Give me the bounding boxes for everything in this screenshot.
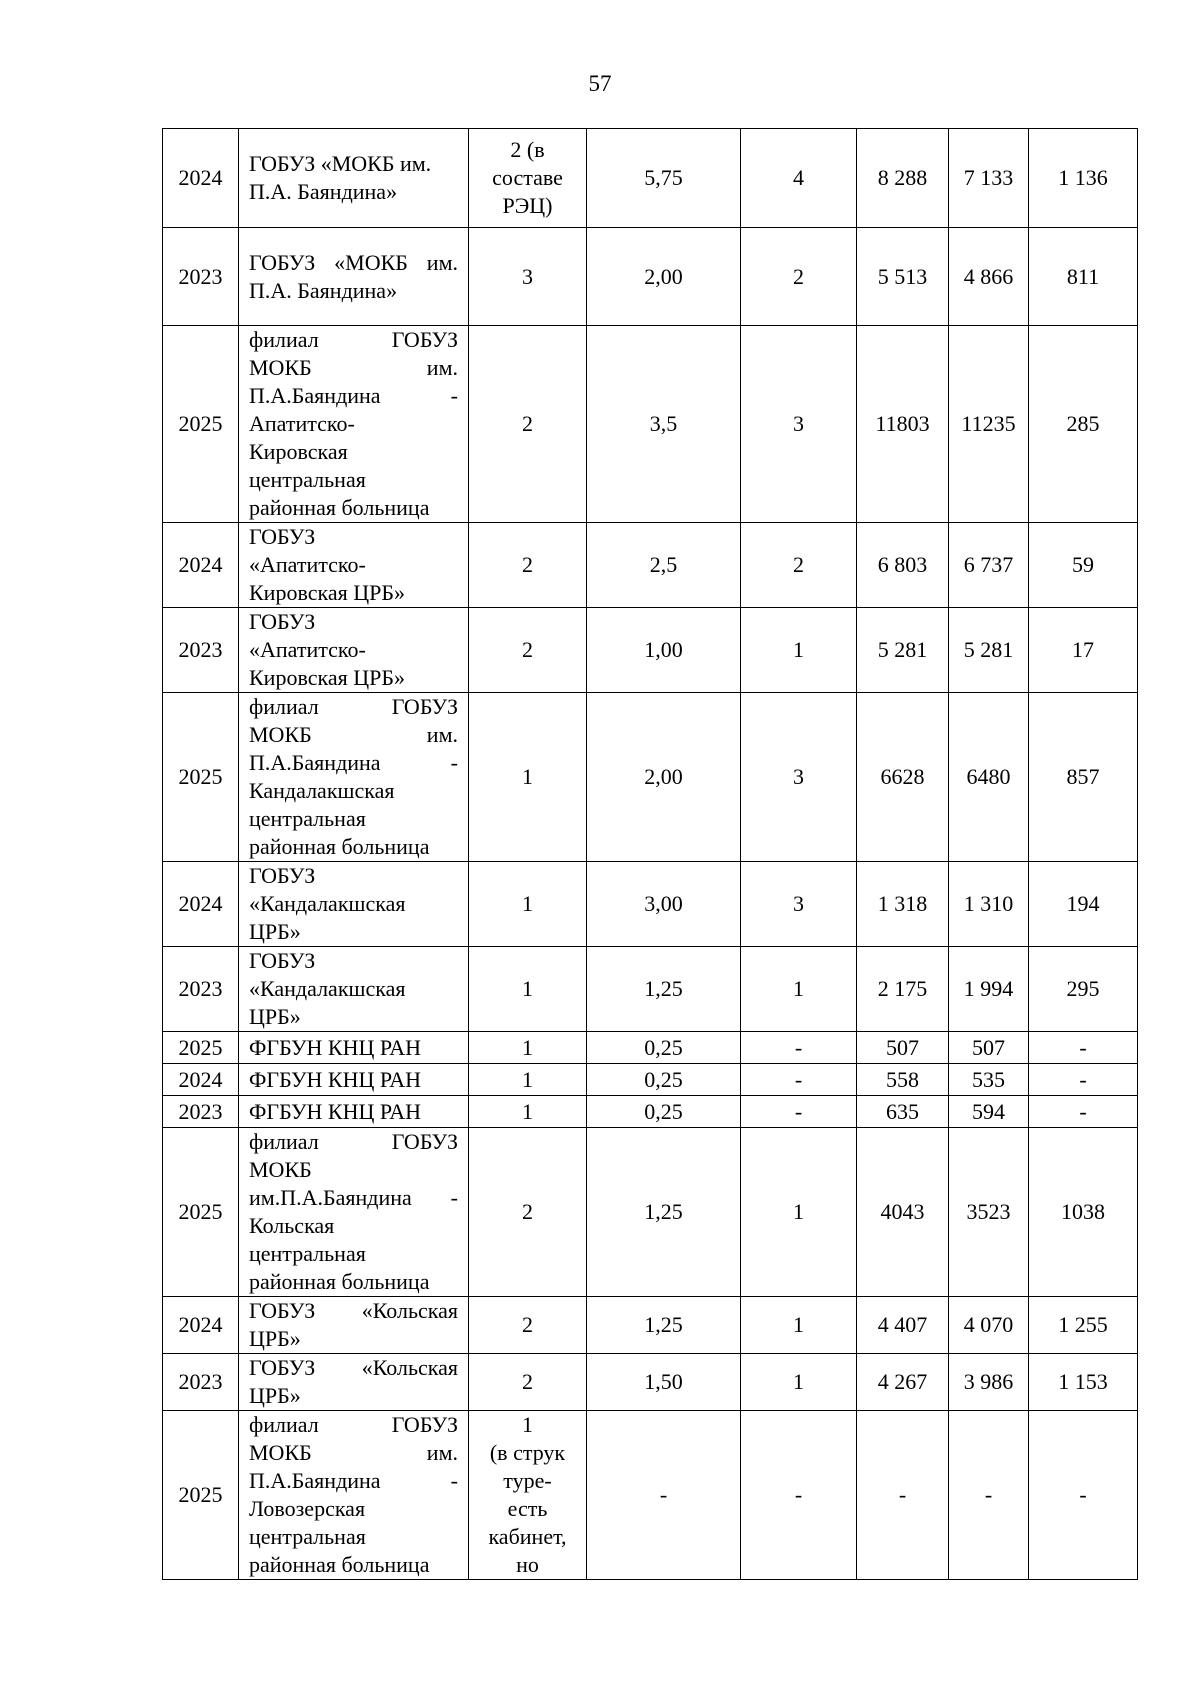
- organization-line: ГОБУЗ: [249, 609, 316, 634]
- cell-rate: 3,5: [587, 326, 741, 523]
- cell-col7: 1038: [1029, 1128, 1138, 1297]
- organization-line: центральная: [249, 1524, 366, 1549]
- cell-count: [469, 326, 587, 523]
- table-row: [163, 129, 1138, 228]
- cell-col7: 811: [1029, 228, 1138, 326]
- cell-col7: -: [1029, 1064, 1138, 1096]
- cell-col5: 6 803: [857, 523, 949, 608]
- organization-line: ГОБУЗ: [249, 863, 316, 888]
- cell-count: [469, 129, 587, 228]
- cell-year: 2023: [163, 228, 239, 326]
- cell-col6: 1 310: [949, 862, 1029, 947]
- organization-line: филиал ГОБУЗ: [249, 327, 458, 352]
- organization-line: П.А. Баяндина»: [249, 277, 398, 303]
- cell-organization: [239, 1096, 469, 1128]
- cell-col4: 2: [741, 523, 857, 608]
- organization-line: Кировская: [249, 439, 348, 464]
- cell-year: 2024: [163, 523, 239, 608]
- cell-year: 2023: [163, 1096, 239, 1128]
- count-line: 2: [522, 1312, 533, 1337]
- cell-count: [469, 947, 587, 1032]
- cell-col7: 17: [1029, 608, 1138, 693]
- cell-col4: -: [741, 1064, 857, 1096]
- count-line: туре-: [503, 1468, 552, 1493]
- cell-rate: 2,00: [587, 228, 741, 326]
- cell-col5: 558: [857, 1064, 949, 1096]
- page-number: 57: [588, 71, 612, 96]
- organization-line: ЦРБ»: [249, 1326, 301, 1351]
- cell-col6: 594: [949, 1096, 1029, 1128]
- organization-line: «Кандалакшская: [249, 976, 406, 1001]
- cell-col5: 5 513: [857, 228, 949, 326]
- count-line: 2: [522, 637, 533, 662]
- cell-rate: 1,00: [587, 608, 741, 693]
- table-body: [163, 129, 1138, 1580]
- count-line: (в струк: [489, 1440, 566, 1465]
- cell-year: 2024: [163, 1064, 239, 1096]
- count-line: 1: [522, 764, 533, 789]
- cell-organization: [239, 947, 469, 1032]
- cell-count: [469, 228, 587, 326]
- count-line: 1: [522, 1098, 533, 1124]
- organization-line: центральная: [249, 467, 366, 492]
- cell-count: [469, 1354, 587, 1411]
- organization-line: ГОБУЗ «МОКБ им.: [249, 249, 458, 275]
- organization-line: «Кандалакшская: [249, 891, 406, 916]
- table-row: [163, 862, 1138, 947]
- cell-year: 2024: [163, 129, 239, 228]
- table-row: [163, 1032, 1138, 1064]
- cell-col4: -: [741, 1032, 857, 1064]
- cell-col6: 6480: [949, 693, 1029, 862]
- cell-col7: 295: [1029, 947, 1138, 1032]
- cell-year: 2025: [163, 326, 239, 523]
- cell-organization: [239, 1297, 469, 1354]
- organization-line: ЦРБ»: [249, 919, 301, 944]
- cell-col7: 1 136: [1029, 129, 1138, 228]
- count-line: 3: [522, 263, 533, 289]
- count-line: кабинет,: [488, 1524, 567, 1549]
- cell-count: [469, 1128, 587, 1297]
- cell-col5: 2 175: [857, 947, 949, 1032]
- organization-line: центральная: [249, 1241, 366, 1266]
- cell-col4: 1: [741, 1354, 857, 1411]
- cell-year: 2024: [163, 1297, 239, 1354]
- organization-line: МОКБ: [249, 1157, 312, 1182]
- cell-rate: -: [587, 1411, 741, 1580]
- count-line: 2: [522, 1199, 533, 1224]
- organization-line: ГОБУЗ: [249, 948, 316, 973]
- cell-col7: 1 153: [1029, 1354, 1138, 1411]
- organization-line: Ловозерская: [249, 1496, 366, 1521]
- cell-col4: 1: [741, 608, 857, 693]
- cell-organization: [239, 1354, 469, 1411]
- table-row: [163, 1096, 1138, 1128]
- cell-organization: [239, 1064, 469, 1096]
- cell-col6: 5 281: [949, 608, 1029, 693]
- cell-count: [469, 523, 587, 608]
- organization-line: ГОБУЗ «МОКБ им.: [249, 151, 432, 176]
- cell-col4: -: [741, 1096, 857, 1128]
- cell-year: 2025: [163, 1032, 239, 1064]
- cell-rate: 1,25: [587, 1128, 741, 1297]
- organization-line: ФГБУН КНЦ РАН: [249, 1098, 422, 1124]
- count-line: 1: [522, 1066, 533, 1092]
- organization-line: Апатитско-: [249, 411, 355, 436]
- cell-col4: 1: [741, 947, 857, 1032]
- cell-col7: 285: [1029, 326, 1138, 523]
- cell-col5: 6628: [857, 693, 949, 862]
- cell-col5: 635: [857, 1096, 949, 1128]
- cell-year: 2024: [163, 862, 239, 947]
- cell-count: [469, 608, 587, 693]
- cell-year: 2023: [163, 608, 239, 693]
- cell-organization: [239, 862, 469, 947]
- table-row: [163, 693, 1138, 862]
- cell-col7: 857: [1029, 693, 1138, 862]
- cell-rate: 5,75: [587, 129, 741, 228]
- cell-col5: 4 407: [857, 1297, 949, 1354]
- count-line: РЭЦ): [502, 193, 553, 218]
- cell-col4: 3: [741, 326, 857, 523]
- count-line: 2: [522, 552, 533, 577]
- table-row: [163, 1064, 1138, 1096]
- count-line: 1: [522, 891, 533, 916]
- count-line: 2 (в: [510, 137, 545, 162]
- cell-rate: 1,25: [587, 947, 741, 1032]
- cell-col5: 1 318: [857, 862, 949, 947]
- cell-col6: 507: [949, 1032, 1029, 1064]
- cell-count: [469, 1297, 587, 1354]
- table-row: [163, 1354, 1138, 1411]
- organization-line: ЦРБ»: [249, 1004, 301, 1029]
- cell-col7: -: [1029, 1032, 1138, 1064]
- cell-col6: 4 070: [949, 1297, 1029, 1354]
- organization-line: филиал ГОБУЗ: [249, 1412, 458, 1437]
- organization-line: ФГБУН КНЦ РАН: [249, 1034, 422, 1060]
- cell-count: [469, 1064, 587, 1096]
- organization-line: районная больница: [249, 1269, 430, 1294]
- table-row: [163, 326, 1138, 523]
- cell-year: 2025: [163, 1128, 239, 1297]
- organization-line: районная больница: [249, 495, 430, 520]
- cell-organization: [239, 523, 469, 608]
- cell-col5: -: [857, 1411, 949, 1580]
- organization-line: ГОБУЗ «Кольская: [249, 1298, 458, 1323]
- count-line: 2: [522, 1369, 533, 1394]
- cell-col4: 1: [741, 1297, 857, 1354]
- data-table: [162, 128, 1138, 1580]
- organization-line: «Апатитско-: [249, 552, 366, 577]
- cell-organization: [239, 1032, 469, 1064]
- cell-organization: [239, 326, 469, 523]
- cell-col5: 4 267: [857, 1354, 949, 1411]
- organization-line: Кольская: [249, 1213, 335, 1238]
- cell-col5: 8 288: [857, 129, 949, 228]
- cell-count: [469, 1096, 587, 1128]
- cell-organization: [239, 129, 469, 228]
- organization-line: МОКБ им.: [249, 722, 458, 747]
- table-row: [163, 1411, 1138, 1580]
- cell-organization: [239, 693, 469, 862]
- table-row: [163, 228, 1138, 326]
- table-row: [163, 947, 1138, 1032]
- cell-col6: 11235: [949, 326, 1029, 523]
- cell-col6: 6 737: [949, 523, 1029, 608]
- table-row: [163, 523, 1138, 608]
- organization-line: П.А. Баяндина»: [249, 179, 398, 204]
- cell-col4: -: [741, 1411, 857, 1580]
- cell-rate: 2,5: [587, 523, 741, 608]
- count-line: 2: [522, 411, 533, 436]
- cell-col7: 59: [1029, 523, 1138, 608]
- cell-count: [469, 1411, 587, 1580]
- cell-count: [469, 1032, 587, 1064]
- cell-rate: 0,25: [587, 1064, 741, 1096]
- organization-line: ФГБУН КНЦ РАН: [249, 1066, 422, 1092]
- cell-col6: -: [949, 1411, 1029, 1580]
- cell-rate: 1,25: [587, 1297, 741, 1354]
- organization-line: П.А.Баяндина -: [249, 1468, 458, 1493]
- organization-line: ЦРБ»: [249, 1383, 301, 1408]
- cell-rate: 0,25: [587, 1032, 741, 1064]
- cell-organization: [239, 1411, 469, 1580]
- cell-col5: 5 281: [857, 608, 949, 693]
- table-row: [163, 608, 1138, 693]
- cell-year: 2025: [163, 1411, 239, 1580]
- organization-line: Кандалакшская: [249, 778, 395, 803]
- organization-line: П.А.Баяндина -: [249, 383, 458, 408]
- cell-year: 2023: [163, 947, 239, 1032]
- cell-col7: 194: [1029, 862, 1138, 947]
- cell-col7: -: [1029, 1411, 1138, 1580]
- count-line: составе: [492, 165, 563, 190]
- organization-line: Кировская ЦРБ»: [249, 580, 405, 605]
- cell-organization: [239, 608, 469, 693]
- cell-col4: 3: [741, 693, 857, 862]
- cell-organization: [239, 1128, 469, 1297]
- cell-rate: 0,25: [587, 1096, 741, 1128]
- organization-line: П.А.Баяндина -: [249, 750, 458, 775]
- count-line: есть: [507, 1496, 548, 1521]
- organization-line: Кировская ЦРБ»: [249, 665, 405, 690]
- count-line: но: [516, 1552, 539, 1577]
- organization-line: «Апатитско-: [249, 637, 366, 662]
- cell-col4: 1: [741, 1128, 857, 1297]
- table-row: [163, 1297, 1138, 1354]
- organization-line: МОКБ им.: [249, 355, 458, 380]
- organization-line: ГОБУЗ «Кольская: [249, 1355, 458, 1380]
- cell-count: [469, 693, 587, 862]
- organization-line: районная больница: [249, 1552, 430, 1577]
- cell-rate: 1,50: [587, 1354, 741, 1411]
- organization-line: филиал ГОБУЗ: [249, 1129, 458, 1154]
- cell-year: 2023: [163, 1354, 239, 1411]
- organization-line: МОКБ им.: [249, 1440, 458, 1465]
- organization-line: филиал ГОБУЗ: [249, 694, 458, 719]
- cell-col6: 1 994: [949, 947, 1029, 1032]
- cell-col4: 3: [741, 862, 857, 947]
- cell-col7: -: [1029, 1096, 1138, 1128]
- table-row: [163, 1128, 1138, 1297]
- cell-col7: 1 255: [1029, 1297, 1138, 1354]
- cell-col5: 11803: [857, 326, 949, 523]
- cell-organization: [239, 228, 469, 326]
- cell-rate: 2,00: [587, 693, 741, 862]
- cell-col6: 7 133: [949, 129, 1029, 228]
- organization-line: им.П.А.Баяндина -: [249, 1185, 458, 1210]
- cell-col5: 4043: [857, 1128, 949, 1297]
- cell-rate: 3,00: [587, 862, 741, 947]
- cell-year: 2025: [163, 693, 239, 862]
- cell-col4: 4: [741, 129, 857, 228]
- organization-line: центральная: [249, 806, 366, 831]
- cell-col6: 3523: [949, 1128, 1029, 1297]
- count-line: 1: [522, 976, 533, 1001]
- organization-line: районная больница: [249, 834, 430, 859]
- organization-line: ГОБУЗ: [249, 524, 316, 549]
- cell-col6: 4 866: [949, 228, 1029, 326]
- cell-count: [469, 862, 587, 947]
- cell-col5: 507: [857, 1032, 949, 1064]
- cell-col6: 3 986: [949, 1354, 1029, 1411]
- count-line: 1: [522, 1034, 533, 1060]
- count-line: 1: [522, 1412, 533, 1437]
- cell-col6: 535: [949, 1064, 1029, 1096]
- cell-col4: 2: [741, 228, 857, 326]
